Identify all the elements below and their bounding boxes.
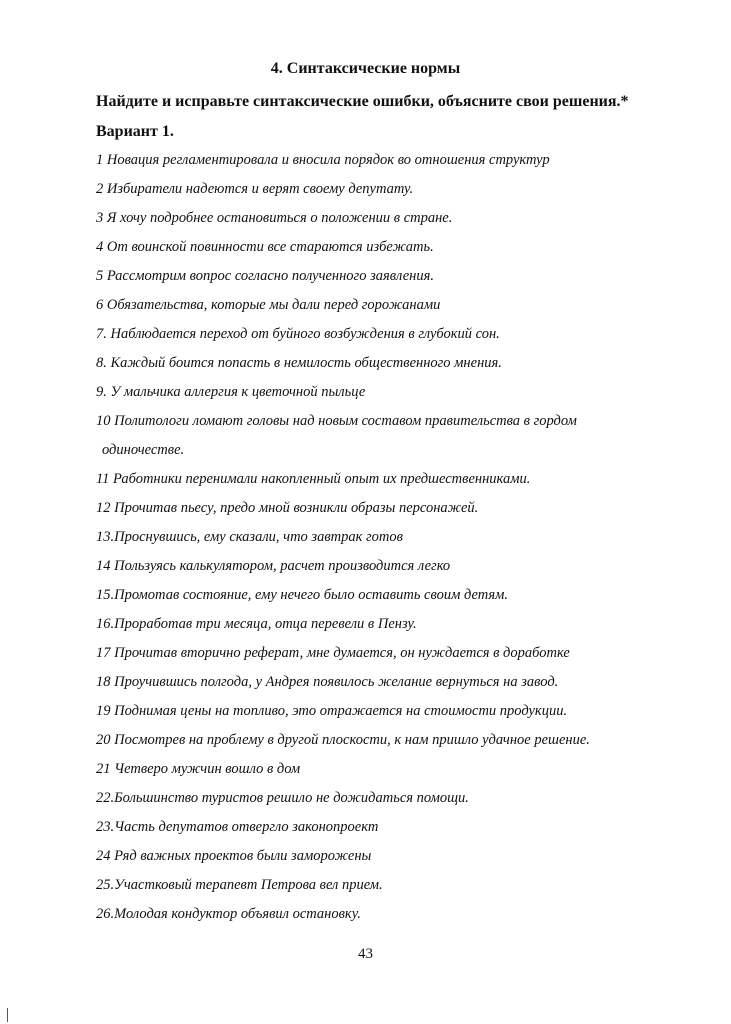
sentence-item-text: 10 Политологи ломают головы над новым составом правительства в гордом: [96, 413, 577, 429]
sentence-item: 15.Промотав состояние, ему нечего было оставить своим детям.: [96, 587, 508, 603]
sentence-item: 2 Избиратели надеются и верят своему депутату.: [96, 181, 414, 197]
sentence-item: 12 Прочитав пьесу, предо мной возникли образы персонажей.: [96, 500, 479, 516]
variant-label: Вариант 1.: [96, 123, 174, 140]
sentence-item: 23.Часть депутатов отвергло законопроект: [96, 819, 379, 835]
sentence-item: 17 Прочитав вторично реферат, мне думается, он нуждается в доработке: [96, 645, 570, 661]
sentence-list: [96, 152, 676, 935]
sentence-item: 21 Четверо мужчин вошло в дом: [96, 761, 301, 777]
sentence-item: 9. У мальчика аллергия к цветочной пыльце: [96, 384, 366, 400]
sentence-item: 6 Обязательства, которые мы дали перед горожанами: [96, 297, 441, 313]
sentence-item: 1 Новация регламентировала и вносила порядок во отношения структур: [96, 152, 550, 168]
sentence-item: 24 Ряд важных проектов были заморожены: [96, 848, 372, 864]
page-number: 43: [358, 946, 373, 962]
sentence-item: 19 Поднимая цены на топливо, это отражается на стоимости продукции.: [96, 703, 568, 719]
sentence-item: 8. Каждый боится попасть в немилость общественного мнения.: [96, 355, 502, 371]
sentence-item: 20 Посмотрев на проблему в другой плоскости, к нам пришло удачное решение.: [96, 732, 590, 748]
sentence-item: 11 Работники перенимали накопленный опыт их предшественниками.: [96, 471, 531, 487]
sentence-item: 14 Пользуясь калькулятором, расчет производится легко: [96, 558, 451, 574]
scan-edge-mark: [7, 1008, 8, 1022]
sentence-item: 7. Наблюдается переход от буйного возбуждения в глубокий сон.: [96, 326, 500, 342]
task-instruction: Найдите и исправьте синтаксические ошибки, объясните свои решения.*: [96, 93, 629, 110]
sentence-item-continuation: одиночестве.: [102, 442, 185, 458]
sentence-item: 4 От воинской повинности все стараются избежать.: [96, 239, 434, 255]
sentence-item: 5 Рассмотрим вопрос согласно полученного заявления.: [96, 268, 434, 284]
sentence-item: 3 Я хочу подробнее остановиться о положении в стране.: [96, 210, 453, 226]
sentence-item: 25.Участковый терапевт Петрова вел прием.: [96, 877, 383, 893]
sentence-item: 18 Проучившись полгода, у Андрея появилось желание вернуться на завод.: [96, 674, 559, 690]
section-heading: 4. Синтаксические нормы: [270, 60, 461, 77]
sentence-item: 16.Проработав три месяца, отца перевели в Пензу.: [96, 616, 417, 632]
sentence-item: 13.Проснувшись, ему сказали, что завтрак готов: [96, 529, 403, 545]
sentence-item-wrapped: [96, 413, 676, 471]
sentence-item: 26.Молодая кондуктор объявил остановку.: [96, 906, 361, 922]
sentence-item: 22.Большинство туристов решило не дожидаться помощи.: [96, 790, 469, 806]
